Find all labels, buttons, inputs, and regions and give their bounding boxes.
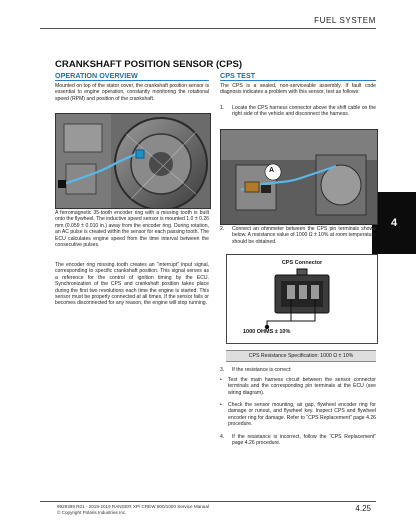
cps-test-heading-rule xyxy=(220,80,376,81)
step-4 xyxy=(220,434,376,447)
header-rule xyxy=(40,28,376,29)
step-1-number: 1. xyxy=(220,105,225,111)
section-label: FUEL SYSTEM xyxy=(314,16,376,25)
footer-rule xyxy=(40,501,376,502)
chapter-tab: 4 xyxy=(372,192,416,254)
operation-para-2: A ferromagnetic 35-tooth encoder ring with a missing tooth is built onto the flywheel. The inductive speed sensor is mounted 1.0 ± 0.26 mm (0.059 ± 0.010 in.) away from the encoder ring. During rotation, an AC pulse is created within the sensor for each passing tooth. The ECU calculates engine speed from the time interval between the consecutive pulses. xyxy=(55,210,209,249)
step-2-number: 2. xyxy=(220,226,225,232)
step-4-number: 4. xyxy=(220,434,225,440)
step-3-number: 3. xyxy=(220,367,225,373)
cps-test-intro: The CPS is a sealed, non-serviceable assembly. If fault code diagnosis indicates a problem with this sensor, test as follows: xyxy=(220,83,376,96)
stator-cover-photo xyxy=(55,113,211,209)
stator-cover-illustration xyxy=(56,114,210,208)
step-2 xyxy=(220,226,376,245)
bullet-1-text: Test the main harness circuit between the sensor connector terminals and the corresponding pin terminals at the ECU (see wiring diagram). xyxy=(228,377,376,396)
cps-test-heading: CPS TEST xyxy=(220,71,256,80)
step-3-text: If the resistance is correct: xyxy=(232,367,292,373)
harness-connector-photo xyxy=(220,129,378,225)
page-number: 4.25 xyxy=(355,504,371,513)
operation-para-3: The encoder ring missing tooth creates an “interrupt” input signal, corresponding to specific crankshaft position. This signal serves as a reference for the control of ignition timing by the ECU. Synchronization of the CPS and crankshaft position takes place during the first two revolutions each time the engine is started. This sensor must be properly connected at all times. If the sensor fails or becomes disconnected for any reason, the engine will stop running. xyxy=(55,262,209,307)
operation-heading-rule xyxy=(55,80,209,81)
bullet-2-text: Check the sensor mounting, air gap, flywheel encoder ring for damage or runout, and flywheel key. Inspect CPS and flywheel encoder ring for damage. Refer to “CPS Replacement” page 4.26 procedure. xyxy=(228,402,376,428)
step-1 xyxy=(220,105,376,118)
page-title: CRANKSHAFT POSITION SENSOR (CPS) xyxy=(55,59,243,70)
operation-overview-heading: OPERATION OVERVIEW xyxy=(55,71,138,80)
step-4-text: If the resistance is incorrect, follow the “CPS Replacement” page 4.26 procedure. xyxy=(232,434,376,447)
footer-manual-line: 9929399 R01 - 2018-2019 RANGER XP/ CREW 900/1000 Service Manual xyxy=(57,504,209,509)
footer-copyright-line: © Copyright Polaris Industries Inc. xyxy=(57,509,127,515)
operation-para-1: Mounted on top of the stator cover, the crankshaft position sensor is essential to engine operation, constantly monitoring the rotational speed (RPM) and position of the crankshaft. xyxy=(55,83,209,102)
bullet-item: • Test the main harness circuit between the sensor connector terminals and the corresponding pin terminals at the ECU (see wiring diagram). xyxy=(220,377,376,396)
resistance-spec-bar: CPS Resistance Specification: 1000 Ω ± 10% xyxy=(226,350,376,362)
step-3 xyxy=(220,367,376,373)
cps-connector-box xyxy=(226,254,378,344)
bullet-item: • Check the sensor mounting, air gap, flywheel encoder ring for damage or runout, and flywheel key. Inspect CPS and flywheel encoder ring for damage. Refer to “CPS Replacement” page 4.26 procedure. xyxy=(220,402,376,428)
callout-a-label: A xyxy=(269,167,275,174)
cps-connector-title: CPS Connector xyxy=(281,260,323,266)
step-2-text: Connect an ohmmeter between the CPS pin terminals shown below. A resistance value of 1000 Ω ± 10% at room temperature should be obtained. xyxy=(232,226,376,245)
step-1-text: Locate the CPS harness connector above the shift cable on the right side of the vehicle and disconnect the harness. xyxy=(232,105,376,118)
engine-harness-illustration xyxy=(221,130,377,224)
footer-info xyxy=(57,504,209,515)
resistance-label: 1000 OHMS ± 10% xyxy=(243,329,291,335)
